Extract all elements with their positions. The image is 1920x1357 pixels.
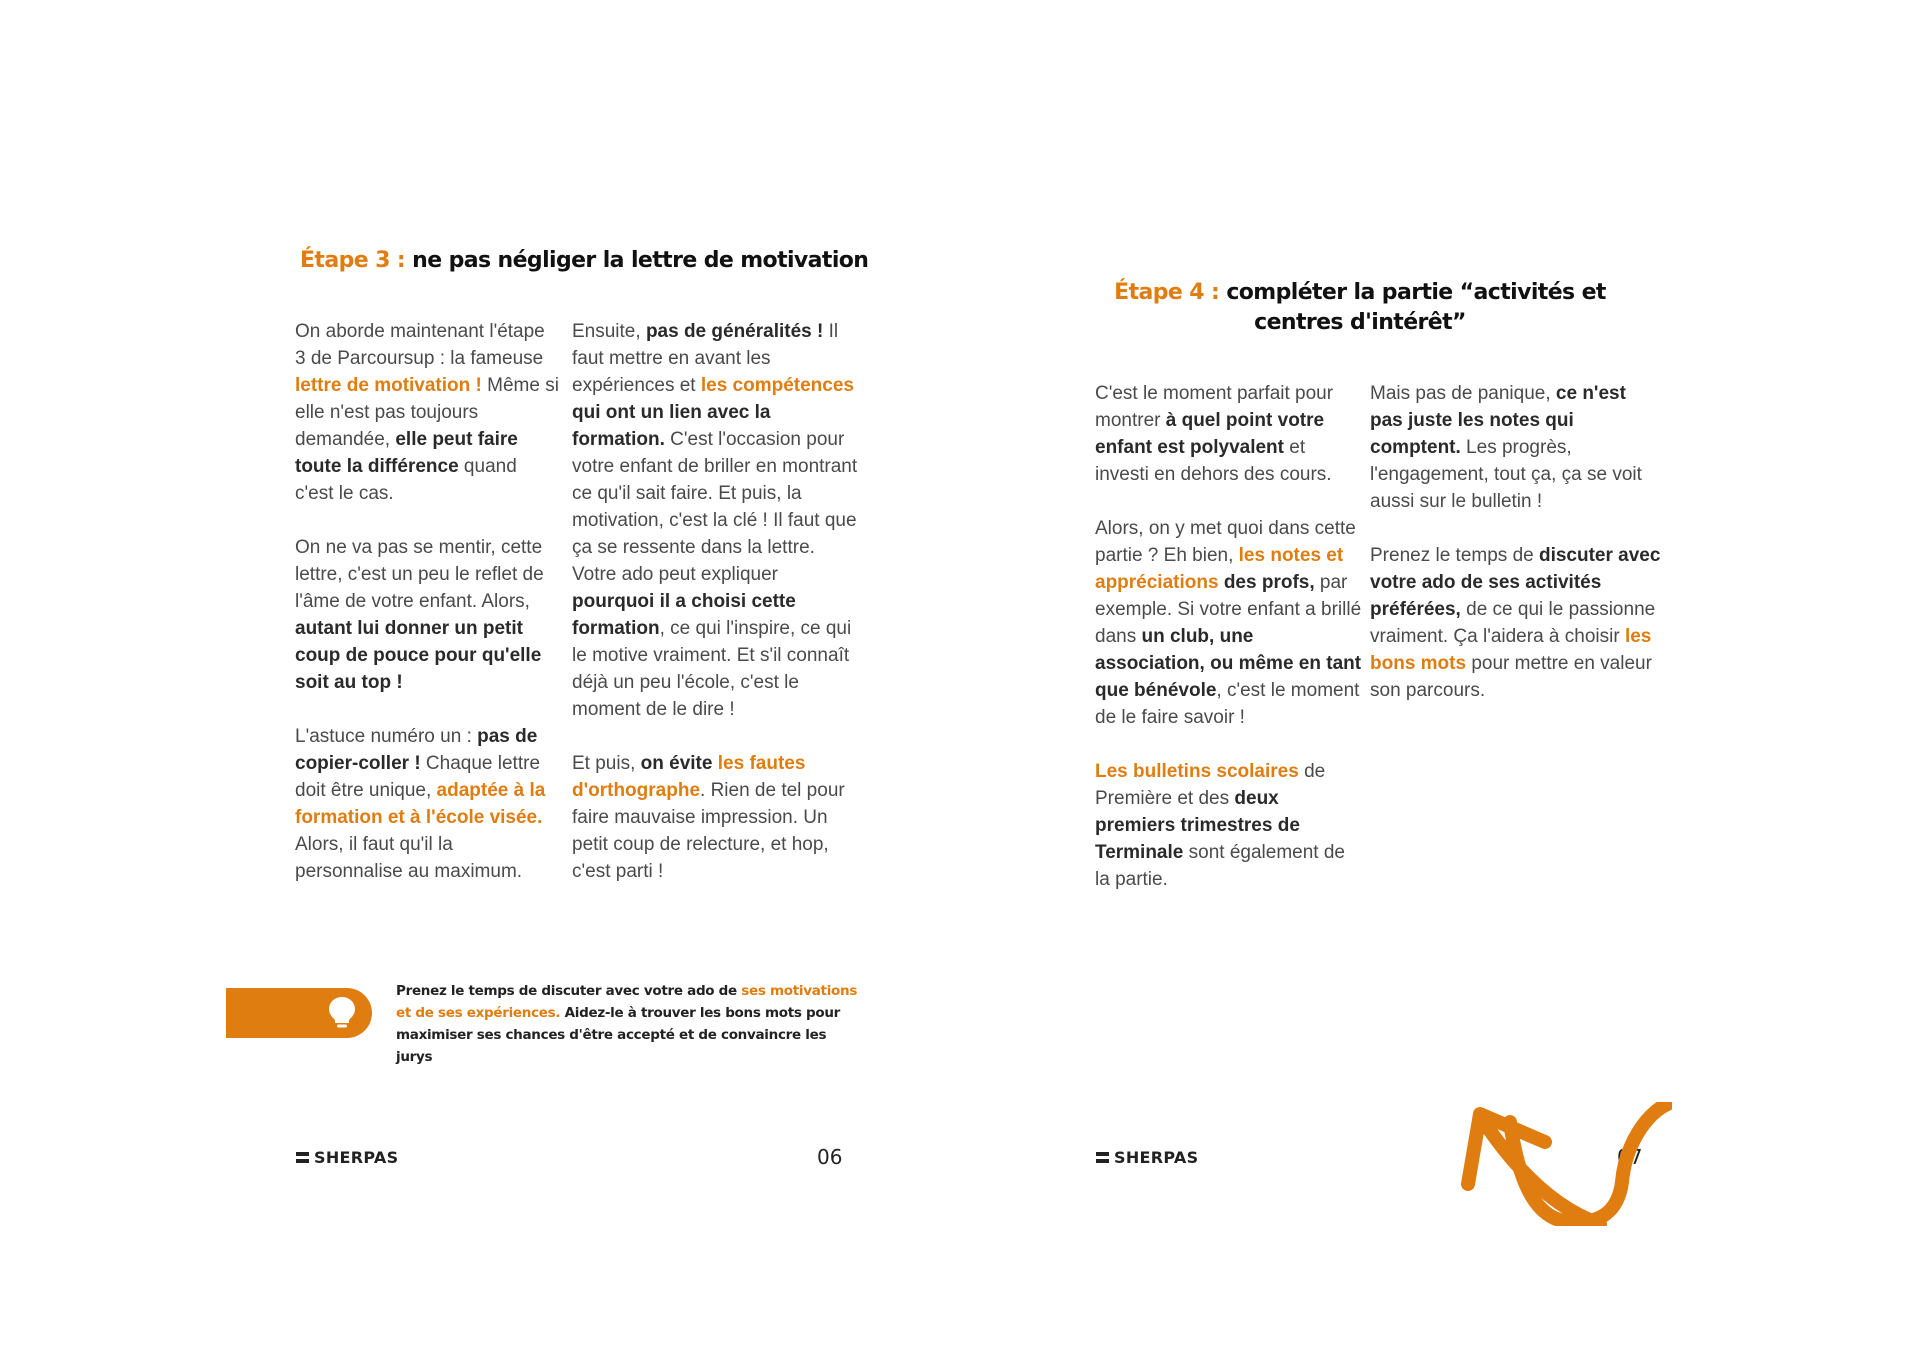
sherpas-logo-icon (296, 1152, 309, 1163)
sherpas-logo-icon (1096, 1152, 1109, 1163)
tip-text: Prenez le temps de discuter avec votre ado de ses motivations et de ses expériences. Aidez-le à trouver les bons mots pour maximiser ses chances d'être accepté et de convaincre les jurys (396, 983, 858, 1065)
left-column-1 (295, 318, 559, 912)
left-column-2 (572, 318, 862, 912)
title-text: ne pas négliger la lettre de motivation (405, 248, 869, 273)
curved-arrow-icon (1450, 1102, 1672, 1226)
paragraph: On ne va pas se mentir, cette lettre, c'est un peu le reflet de l'âme de votre enfant. Alors, autant lui donner un petit coup de pouce pour qu'elle soit au top ! (295, 537, 544, 693)
brand-logo (1096, 1148, 1198, 1167)
paragraph: Et puis, on évite les fautes d'orthographe. Rien de tel pour faire mauvaise impression. Un petit coup de relecture, et hop, c'est parti ! (572, 753, 845, 882)
lightbulb-icon (326, 995, 358, 1031)
page-title (1100, 278, 1620, 338)
paragraph: Prenez le temps de discuter avec votre ado de ses activités préférées, de ce qui le passionne vraiment. Ça l'aidera à choisir les bons mots pour mettre en valeur son parcours. (1370, 545, 1661, 701)
paragraph: Mais pas de panique, ce n'est pas juste les notes qui comptent. Les progrès, l'engagement, tout ça, ça se voit aussi sur le bulletin ! (1370, 383, 1642, 512)
brand-name: SHERPAS (314, 1148, 399, 1167)
paragraph: C'est le moment parfait pour montrer à quel point votre enfant est polyvalent et investi en dehors des cours. (1095, 383, 1334, 485)
right-page (960, 0, 1920, 1357)
paragraph: On aborde maintenant l'étape 3 de Parcoursup : la fameuse lettre de motivation ! Même si elle n'est pas toujours demandée, elle peut faire toute la différence quand c'est le cas. (295, 321, 559, 504)
title-step-label: Étape 4 : (1114, 280, 1220, 305)
page-number: 07 (1617, 1145, 1643, 1169)
paragraph: Alors, on y met quoi dans cette partie ? Eh bien, les notes et appréciations des profs, par exemple. Si votre enfant a brillé dans un club, une association, ou même en tant que bénévole, c'est le moment de le faire savoir ! (1095, 518, 1362, 728)
page-title (300, 246, 868, 276)
right-column-1 (1095, 380, 1363, 920)
right-column-2 (1370, 380, 1662, 731)
paragraph: Ensuite, pas de généralités ! Il faut mettre en avant les expériences et les compétences qui ont un lien avec la formation. C'est l'occasion pour votre enfant de briller en montrant ce qu'il sait faire. Et puis, la motivation, c'est la clé ! Il faut que ça se ressente dans la lettre. Votre ado peut expliquer pourquoi il a choisi cette formation, ce qui l'inspire, ce qui le motive vraiment. Et s'il connaît déjà un peu l'école, c'est le moment de le dire ! (572, 321, 858, 720)
title-step-label: Étape 3 : (300, 248, 406, 273)
paragraph: L'astuce numéro un : pas de copier-coller ! Chaque lettre doit être unique, adaptée à la formation et à l'école visée. Alors, il faut qu'il la personnalise au maximum. (295, 726, 546, 882)
paragraph: Les bulletins scolaires de Première et des deux premiers trimestres de Terminale sont également de la partie. (1095, 761, 1345, 890)
page-number: 06 (817, 1145, 843, 1169)
brand-logo (296, 1148, 398, 1167)
brand-name: SHERPAS (1114, 1148, 1199, 1167)
title-text: compléter la partie “activités et centres d'intérêt” (1219, 280, 1606, 335)
